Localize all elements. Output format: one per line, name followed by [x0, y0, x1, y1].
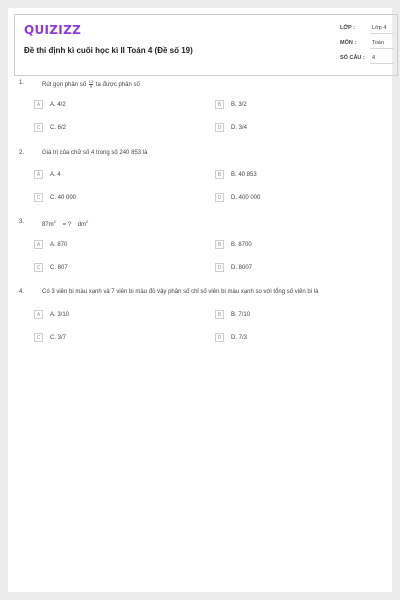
- question-text: [42, 219, 88, 228]
- expr-mid: = ?: [62, 222, 72, 228]
- option-label: B. 7/10: [231, 312, 251, 318]
- expr-left: 87m: [42, 222, 54, 228]
- option-label: D. 8007: [231, 265, 253, 271]
- option-letter-box: D: [215, 193, 224, 202]
- question-number: 4.: [19, 289, 25, 295]
- option-label: A. 3/10: [50, 312, 70, 318]
- meta-divider: [370, 48, 394, 49]
- option-label: C. 40 000: [50, 195, 77, 201]
- meta-divider: [370, 63, 394, 64]
- option-label: C. 6/2: [50, 125, 67, 131]
- option-letter-box: D: [215, 333, 224, 342]
- question-text: Giá trị của chữ số 4 trong số 240 853 là: [42, 150, 148, 156]
- option-label: A. 4/2: [50, 102, 66, 108]
- option-label: D. 400 000: [231, 195, 261, 201]
- option-letter-box: C: [34, 263, 43, 272]
- expr-right: dm: [77, 222, 87, 228]
- page-title: Đề thi định kì cuối học kì II Toán 4 (Đề số 19): [24, 46, 193, 55]
- fraction-denominator: 9: [89, 84, 93, 89]
- option-letter-box: A: [34, 240, 43, 249]
- option-label: B. 3/2: [231, 102, 247, 108]
- option-letter-box: D: [215, 263, 224, 272]
- option-label: C. 3/7: [50, 335, 67, 341]
- option-letter-box: B: [215, 310, 224, 319]
- question-number: 2.: [19, 150, 25, 156]
- option-label: B. 8700: [231, 242, 252, 248]
- superscript: 2: [86, 219, 89, 224]
- meta-count-label: SỐ CÂU :: [340, 55, 365, 61]
- meta-subject-value: Toán: [372, 40, 384, 46]
- option-letter-box: D: [215, 123, 224, 132]
- question-text-before: Rút gọn phân số: [42, 82, 87, 89]
- option-letter-box: A: [34, 310, 43, 319]
- option-label: D. 3/4: [231, 125, 248, 131]
- question-text: Có 3 viên bi màu xanh và 7 viên bi màu đỏ vậy phân số chỉ số viên bi màu xanh so với tổng số viên bi là: [42, 289, 319, 295]
- worksheet-header: [14, 14, 398, 76]
- option-letter-box: C: [34, 193, 43, 202]
- option-letter-box: A: [34, 170, 43, 179]
- option-letter-box: B: [215, 100, 224, 109]
- question-text: [42, 80, 140, 89]
- worksheet-page: [8, 8, 392, 592]
- option-letter-box: C: [34, 333, 43, 342]
- option-label: D. 7/3: [231, 335, 248, 341]
- meta-divider: [370, 33, 394, 34]
- option-label: A. 4: [50, 172, 61, 178]
- question-number: 1.: [19, 80, 25, 86]
- option-letter-box: B: [215, 170, 224, 179]
- question-text-after: ta được phân số: [95, 82, 140, 89]
- meta-count-value: 4: [372, 55, 376, 61]
- meta-class-value: Lớp 4: [372, 25, 387, 31]
- fraction: [89, 80, 93, 89]
- option-label: C. 807: [50, 265, 68, 271]
- option-letter-box: B: [215, 240, 224, 249]
- option-letter-box: A: [34, 100, 43, 109]
- meta-class-label: LỚP :: [340, 25, 355, 31]
- option-label: B. 40 853: [231, 172, 257, 178]
- question-number: 3.: [19, 219, 25, 225]
- option-label: A. 870: [50, 242, 68, 248]
- superscript: 2: [53, 219, 56, 224]
- meta-subject-label: MÔN :: [340, 40, 357, 46]
- option-letter-box: C: [34, 123, 43, 132]
- quizizz-logo: QUIZIZZ: [24, 23, 82, 37]
- fraction-numerator: 12: [88, 79, 94, 84]
